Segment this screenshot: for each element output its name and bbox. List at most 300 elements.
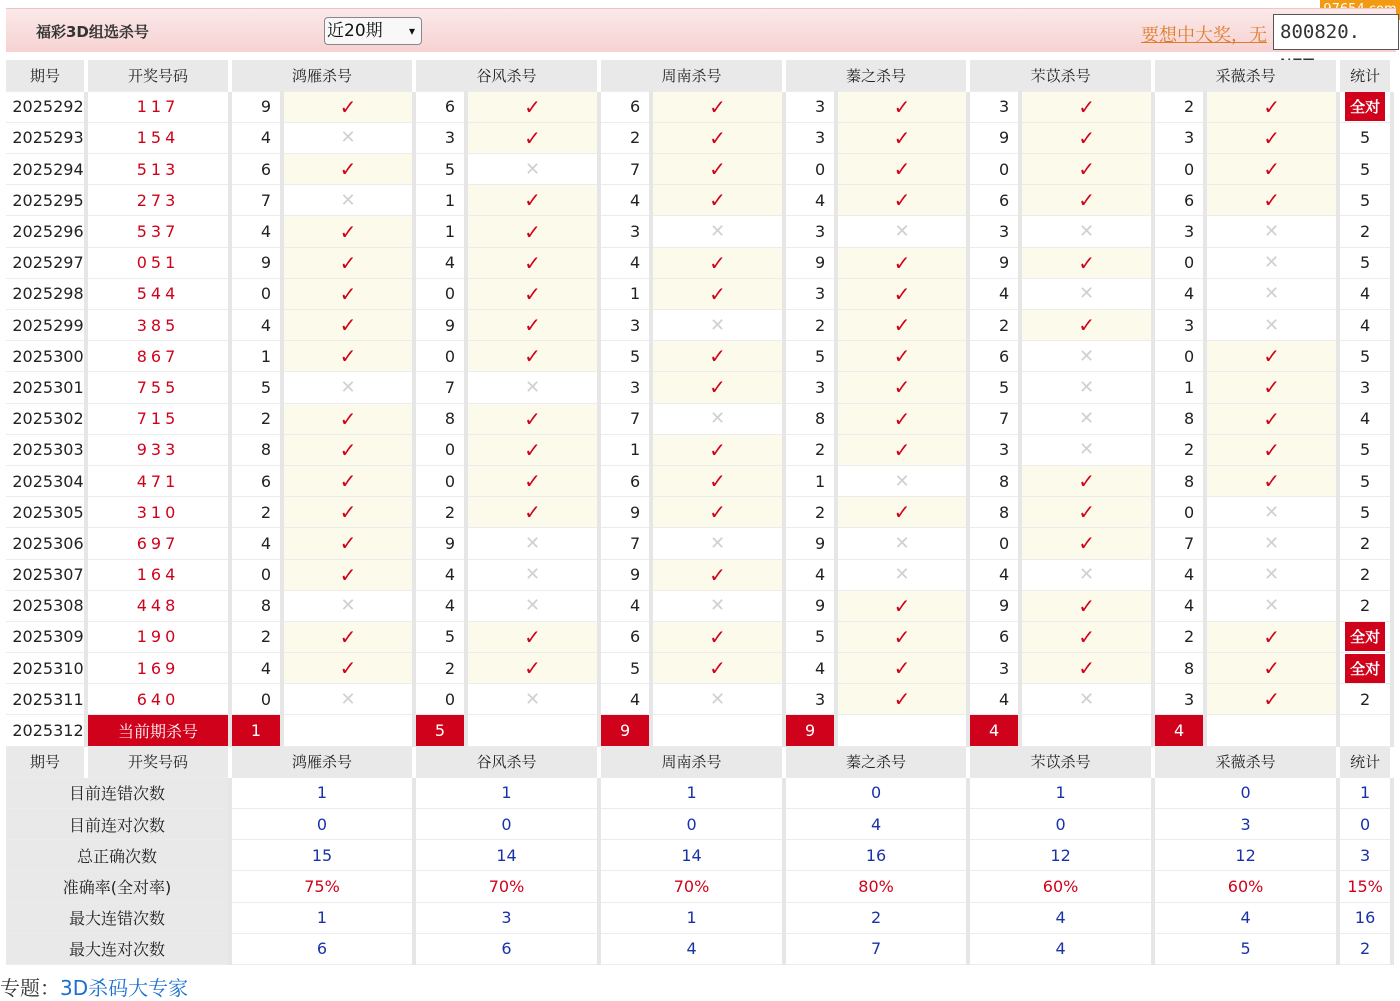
- cross-icon: ✕: [709, 408, 726, 430]
- header-col-4: 周南杀号: [599, 60, 784, 91]
- check-icon: ✓: [709, 250, 726, 275]
- result-mark-cell: [651, 310, 784, 341]
- result-mark-cell: [1020, 684, 1153, 715]
- result-mark-cell: [1205, 372, 1338, 403]
- result-mark-cell: [466, 403, 599, 434]
- result-mark-cell: [282, 122, 414, 153]
- stats-row: [6, 871, 1392, 902]
- count-cell: [1338, 154, 1392, 185]
- kill-number-cell: 4: [784, 185, 836, 216]
- stats-value: 1: [968, 777, 1153, 808]
- count-value: 5: [1360, 471, 1371, 491]
- cross-icon: ✕: [524, 532, 541, 554]
- check-icon: ✓: [1078, 157, 1095, 182]
- check-icon: ✓: [1263, 375, 1280, 400]
- cross-icon: ✕: [709, 532, 726, 554]
- stats-label: 总正确次数: [6, 840, 230, 871]
- result-mark-cell: [836, 122, 968, 153]
- table-row: [6, 122, 1392, 153]
- count-cell: [1338, 559, 1392, 590]
- cross-icon: ✕: [1079, 564, 1095, 586]
- kill-number-cell: 2: [414, 497, 466, 528]
- stats-value: 1: [1338, 777, 1392, 808]
- result-mark-cell: [466, 341, 599, 372]
- result-mark-cell: [1020, 278, 1153, 309]
- count-value: 2: [1360, 533, 1371, 553]
- check-icon: ✓: [893, 344, 911, 369]
- stats-label: 最大连对次数: [6, 933, 230, 964]
- stats-label: 准确率(全对率): [6, 871, 230, 902]
- stats-header-col-1: 开奖号码: [86, 746, 230, 777]
- current-kill-number: 9: [784, 715, 836, 746]
- stats-value: 4: [784, 809, 968, 840]
- result-mark-cell: [282, 310, 414, 341]
- result-mark-cell: [466, 91, 599, 122]
- result-mark-cell: [466, 310, 599, 341]
- check-icon: ✓: [1263, 469, 1280, 494]
- current-kill-label: 当前期杀号: [86, 715, 230, 746]
- kill-number-cell: 7: [968, 403, 1020, 434]
- kill-number-cell: 4: [414, 559, 466, 590]
- check-icon: ✓: [1078, 250, 1095, 275]
- check-icon: ✓: [893, 687, 911, 712]
- table-row: [6, 653, 1392, 684]
- domain-box: 800820.: [1273, 14, 1399, 50]
- result-mark-cell: [651, 372, 784, 403]
- header-col-1: 开奖号码: [86, 60, 230, 91]
- result-mark-cell: [1020, 154, 1153, 185]
- check-icon: ✓: [524, 406, 541, 431]
- table-row: [6, 341, 1392, 372]
- issue-cell: 2025296: [6, 216, 86, 247]
- kill-number-cell: 6: [968, 185, 1020, 216]
- result-mark-cell: [836, 559, 968, 590]
- cross-icon: ✕: [894, 221, 910, 243]
- kill-number-cell: 9: [968, 122, 1020, 153]
- result-mark-cell: [836, 216, 968, 247]
- winning-number-cell: 755: [86, 372, 230, 403]
- result-mark-cell: [466, 216, 599, 247]
- kill-number-cell: 2: [230, 621, 282, 652]
- result-mark-cell: [651, 684, 784, 715]
- stats-label: 最大连错次数: [6, 902, 230, 933]
- kill-number-cell: 3: [784, 684, 836, 715]
- result-mark-cell: [651, 154, 784, 185]
- count-cell: [1338, 216, 1392, 247]
- result-mark-cell: [282, 465, 414, 496]
- result-mark-cell: [836, 341, 968, 372]
- header-col-2: 鸿雁杀号: [230, 60, 414, 91]
- kill-number-cell: 9: [599, 559, 651, 590]
- check-icon: ✓: [1263, 624, 1280, 649]
- count-cell: [1338, 684, 1392, 715]
- winning-number-cell: 190: [86, 621, 230, 652]
- result-mark-cell: [836, 154, 968, 185]
- cross-icon: ✕: [340, 376, 356, 398]
- check-icon: ✓: [893, 125, 911, 150]
- winning-number-cell: 385: [86, 310, 230, 341]
- stats-row: [6, 840, 1392, 871]
- kill-number-cell: 5: [414, 154, 466, 185]
- count-value: 3: [1360, 377, 1371, 397]
- cross-icon: ✕: [1079, 345, 1095, 367]
- check-icon: ✓: [709, 188, 726, 213]
- result-mark-cell: [651, 278, 784, 309]
- result-mark-cell: [466, 154, 599, 185]
- count-cell: [1338, 465, 1392, 496]
- kill-number-cell: 4: [414, 590, 466, 621]
- kill-number-cell: 0: [230, 684, 282, 715]
- kill-number-cell: 5: [784, 621, 836, 652]
- blank-cell: [1205, 715, 1338, 746]
- check-icon: ✓: [1263, 687, 1280, 712]
- kill-number-cell: 5: [784, 341, 836, 372]
- result-mark-cell: [836, 528, 968, 559]
- kill-number-table: [6, 60, 1394, 965]
- check-icon: ✓: [709, 500, 726, 525]
- kill-number-cell: 3: [968, 216, 1020, 247]
- check-icon: ✓: [893, 593, 911, 618]
- promo-marquee-link[interactable]: 要想中大奖，无: [1141, 25, 1267, 46]
- check-icon: ✓: [339, 531, 357, 556]
- count-value: 2: [1360, 565, 1371, 585]
- cross-icon: ✕: [1264, 252, 1280, 274]
- kill-number-cell: 4: [230, 653, 282, 684]
- kill-number-cell: 7: [230, 185, 282, 216]
- count-cell: [1338, 590, 1392, 621]
- kill-number-cell: 6: [230, 465, 282, 496]
- blank-cell: [1020, 715, 1153, 746]
- cross-icon: ✕: [1264, 564, 1280, 586]
- result-mark-cell: [1020, 528, 1153, 559]
- table-row: [6, 216, 1392, 247]
- check-icon: ✓: [524, 281, 541, 306]
- result-mark-cell: [836, 185, 968, 216]
- period-select[interactable]: [324, 17, 422, 45]
- result-mark-cell: [1205, 247, 1338, 278]
- check-icon: ✓: [339, 219, 357, 244]
- winning-number-cell: 169: [86, 653, 230, 684]
- result-mark-cell: [1205, 185, 1338, 216]
- cross-icon: ✕: [1079, 283, 1095, 305]
- kill-number-cell: 3: [414, 122, 466, 153]
- result-mark-cell: [282, 434, 414, 465]
- stats-label: 目前连错次数: [6, 777, 230, 808]
- check-icon: ✓: [709, 562, 726, 587]
- check-icon: ✓: [709, 94, 726, 119]
- result-mark-cell: [282, 684, 414, 715]
- kill-number-cell: 0: [414, 434, 466, 465]
- count-value: 4: [1360, 315, 1371, 335]
- result-mark-cell: [282, 216, 414, 247]
- result-mark-cell: [282, 497, 414, 528]
- stats-value: 6: [414, 933, 599, 964]
- check-icon: ✓: [709, 656, 726, 681]
- check-icon: ✓: [1263, 437, 1280, 462]
- stats-value: 60%: [968, 871, 1153, 902]
- stats-value: 0: [968, 809, 1153, 840]
- result-mark-cell: [836, 372, 968, 403]
- stats-value: 16: [784, 840, 968, 871]
- check-icon: ✓: [339, 469, 357, 494]
- cross-icon: ✕: [340, 127, 356, 149]
- check-icon: ✓: [339, 406, 357, 431]
- result-mark-cell: [836, 465, 968, 496]
- kill-number-cell: 2: [968, 310, 1020, 341]
- result-mark-cell: [1020, 310, 1153, 341]
- cross-icon: ✕: [1079, 439, 1095, 461]
- kill-number-cell: 2: [784, 434, 836, 465]
- cross-icon: ✕: [709, 314, 726, 336]
- kill-number-cell: 3: [968, 91, 1020, 122]
- kill-number-cell: 3: [1153, 684, 1205, 715]
- count-cell: [1338, 621, 1392, 652]
- winning-number-cell: 310: [86, 497, 230, 528]
- kill-number-cell: 3: [784, 216, 836, 247]
- kill-number-cell: 0: [414, 465, 466, 496]
- cross-icon: ✕: [1264, 532, 1280, 554]
- kill-number-cell: 0: [414, 341, 466, 372]
- stats-value: 0: [414, 809, 599, 840]
- result-mark-cell: [466, 528, 599, 559]
- kill-number-cell: 3: [599, 310, 651, 341]
- check-icon: ✓: [893, 250, 911, 275]
- stats-value: 1: [599, 777, 784, 808]
- stats-header-col-7: 采薇杀号: [1153, 746, 1338, 777]
- check-icon: ✓: [1078, 656, 1095, 681]
- cross-icon: ✕: [894, 470, 910, 492]
- result-mark-cell: [1205, 684, 1338, 715]
- stats-value: 12: [1153, 840, 1338, 871]
- kill-number-cell: 0: [230, 559, 282, 590]
- kill-number-cell: 9: [968, 590, 1020, 621]
- current-issue-cell: 2025312: [6, 715, 86, 746]
- result-mark-cell: [1205, 122, 1338, 153]
- winning-number-cell: 273: [86, 185, 230, 216]
- kill-number-cell: 4: [599, 684, 651, 715]
- check-icon: ✓: [893, 406, 911, 431]
- result-mark-cell: [1205, 497, 1338, 528]
- check-icon: ✓: [709, 624, 726, 649]
- check-icon: ✓: [893, 281, 911, 306]
- result-mark-cell: [651, 497, 784, 528]
- result-mark-cell: [1205, 465, 1338, 496]
- kill-number-cell: 2: [599, 122, 651, 153]
- result-mark-cell: [1205, 621, 1338, 652]
- stats-value: 4: [968, 902, 1153, 933]
- check-icon: ✓: [339, 94, 357, 119]
- result-mark-cell: [651, 403, 784, 434]
- result-mark-cell: [1205, 341, 1338, 372]
- check-icon: ✓: [1078, 469, 1095, 494]
- result-mark-cell: [651, 465, 784, 496]
- kill-number-cell: 4: [414, 247, 466, 278]
- kill-number-cell: 7: [599, 528, 651, 559]
- result-mark-cell: [1020, 465, 1153, 496]
- result-mark-cell: [1020, 559, 1153, 590]
- stats-value: 1: [230, 902, 414, 933]
- result-mark-cell: [836, 247, 968, 278]
- check-icon: ✓: [1078, 500, 1095, 525]
- cross-icon: ✕: [709, 221, 726, 243]
- kill-number-cell: 0: [1153, 497, 1205, 528]
- issue-cell: 2025297: [6, 247, 86, 278]
- result-mark-cell: [1020, 590, 1153, 621]
- kill-number-cell: 7: [599, 403, 651, 434]
- check-icon: ✓: [339, 437, 357, 462]
- stats-value: 1: [414, 777, 599, 808]
- count-value: 5: [1360, 440, 1371, 460]
- check-icon: ✓: [1078, 531, 1095, 556]
- check-icon: ✓: [1263, 94, 1280, 119]
- kill-number-cell: 7: [414, 372, 466, 403]
- kill-number-cell: 4: [1153, 278, 1205, 309]
- kill-number-cell: 0: [1153, 247, 1205, 278]
- stats-value: 2: [784, 902, 968, 933]
- kill-number-cell: 2: [1153, 91, 1205, 122]
- kill-number-cell: 3: [1153, 216, 1205, 247]
- count-value: 2: [1360, 222, 1371, 242]
- check-icon: ✓: [524, 250, 541, 275]
- check-icon: ✓: [893, 157, 911, 182]
- kill-number-cell: 3: [968, 434, 1020, 465]
- result-mark-cell: [651, 590, 784, 621]
- result-mark-cell: [1020, 341, 1153, 372]
- cross-icon: ✕: [1079, 221, 1095, 243]
- cross-icon: ✕: [894, 532, 910, 554]
- table-row: [6, 528, 1392, 559]
- table-row: [6, 310, 1392, 341]
- kill-number-cell: 0: [784, 154, 836, 185]
- result-mark-cell: [836, 590, 968, 621]
- kill-number-cell: 8: [230, 590, 282, 621]
- kill-number-cell: 3: [784, 278, 836, 309]
- result-mark-cell: [1020, 216, 1153, 247]
- issue-cell: 2025298: [6, 278, 86, 309]
- kill-number-cell: 8: [968, 497, 1020, 528]
- check-icon: ✓: [1263, 656, 1280, 681]
- chevron-down-icon: ▾: [408, 24, 415, 38]
- kill-number-cell: 3: [784, 372, 836, 403]
- check-icon: ✓: [339, 562, 357, 587]
- check-icon: ✓: [1078, 125, 1095, 150]
- top-bar: [6, 8, 1396, 52]
- kill-number-cell: 3: [1153, 122, 1205, 153]
- result-mark-cell: [836, 434, 968, 465]
- issue-cell: 2025294: [6, 154, 86, 185]
- result-mark-cell: [651, 216, 784, 247]
- kill-number-cell: 2: [784, 310, 836, 341]
- check-icon: ✓: [1263, 188, 1280, 213]
- kill-number-cell: 6: [599, 621, 651, 652]
- check-icon: ✓: [893, 313, 911, 338]
- stats-value: 0: [1338, 809, 1392, 840]
- stats-value: 0: [784, 777, 968, 808]
- check-icon: ✓: [339, 281, 357, 306]
- result-mark-cell: [651, 559, 784, 590]
- kill-number-cell: 2: [1153, 621, 1205, 652]
- current-issue-row: [6, 715, 1392, 746]
- kill-number-cell: 0: [414, 684, 466, 715]
- result-mark-cell: [466, 434, 599, 465]
- count-cell: [1338, 528, 1392, 559]
- stats-value: 14: [414, 840, 599, 871]
- result-mark-cell: [282, 247, 414, 278]
- issue-cell: 2025295: [6, 185, 86, 216]
- period-select-value: 近20期: [327, 21, 383, 41]
- result-mark-cell: [282, 403, 414, 434]
- stats-value: 2: [1338, 933, 1392, 964]
- check-icon: ✓: [524, 469, 541, 494]
- table-row: [6, 497, 1392, 528]
- header-col-3: 谷风杀号: [414, 60, 599, 91]
- check-icon: ✓: [709, 125, 726, 150]
- cross-icon: ✕: [1264, 283, 1280, 305]
- cross-icon: ✕: [524, 158, 541, 180]
- kill-number-cell: 6: [968, 341, 1020, 372]
- kill-number-cell: 4: [230, 310, 282, 341]
- kill-number-cell: 8: [784, 403, 836, 434]
- winning-number-cell: 537: [86, 216, 230, 247]
- count-value: 5: [1360, 159, 1371, 179]
- kill-number-cell: 2: [1153, 434, 1205, 465]
- result-mark-cell: [282, 341, 414, 372]
- stats-value: 3: [414, 902, 599, 933]
- kill-number-cell: 6: [599, 465, 651, 496]
- kill-number-cell: 7: [1153, 528, 1205, 559]
- stats-value: 0: [1153, 777, 1338, 808]
- check-icon: ✓: [1078, 313, 1095, 338]
- kill-number-cell: 2: [784, 497, 836, 528]
- check-icon: ✓: [339, 656, 357, 681]
- stats-value: 14: [599, 840, 784, 871]
- cross-icon: ✕: [1264, 221, 1280, 243]
- stats-value: 4: [599, 933, 784, 964]
- table-row: [6, 403, 1392, 434]
- issue-cell: 2025301: [6, 372, 86, 403]
- kill-number-cell: 8: [1153, 653, 1205, 684]
- result-mark-cell: [1205, 310, 1338, 341]
- kill-number-cell: 8: [414, 403, 466, 434]
- result-mark-cell: [466, 122, 599, 153]
- result-mark-cell: [836, 653, 968, 684]
- cross-icon: ✕: [524, 688, 541, 710]
- result-mark-cell: [651, 341, 784, 372]
- kill-number-cell: 9: [414, 310, 466, 341]
- cross-icon: ✕: [1264, 595, 1280, 617]
- kill-number-cell: 3: [599, 372, 651, 403]
- result-mark-cell: [651, 122, 784, 153]
- result-mark-cell: [836, 278, 968, 309]
- count-cell: [1338, 653, 1392, 684]
- check-icon: ✓: [893, 437, 911, 462]
- cross-icon: ✕: [894, 564, 910, 586]
- check-icon: ✓: [524, 188, 541, 213]
- check-icon: ✓: [893, 500, 911, 525]
- stats-value: 3: [1153, 809, 1338, 840]
- topic-link[interactable]: 3D杀码大专家: [60, 976, 189, 1000]
- check-icon: ✓: [893, 188, 911, 213]
- stats-header-col-8: 统计: [1338, 746, 1392, 777]
- kill-number-cell: 5: [230, 372, 282, 403]
- table-row: [6, 559, 1392, 590]
- result-mark-cell: [651, 621, 784, 652]
- check-icon: ✓: [1263, 157, 1280, 182]
- cross-icon: ✕: [340, 688, 356, 710]
- result-mark-cell: [651, 185, 784, 216]
- check-icon: ✓: [524, 125, 541, 150]
- result-mark-cell: [466, 653, 599, 684]
